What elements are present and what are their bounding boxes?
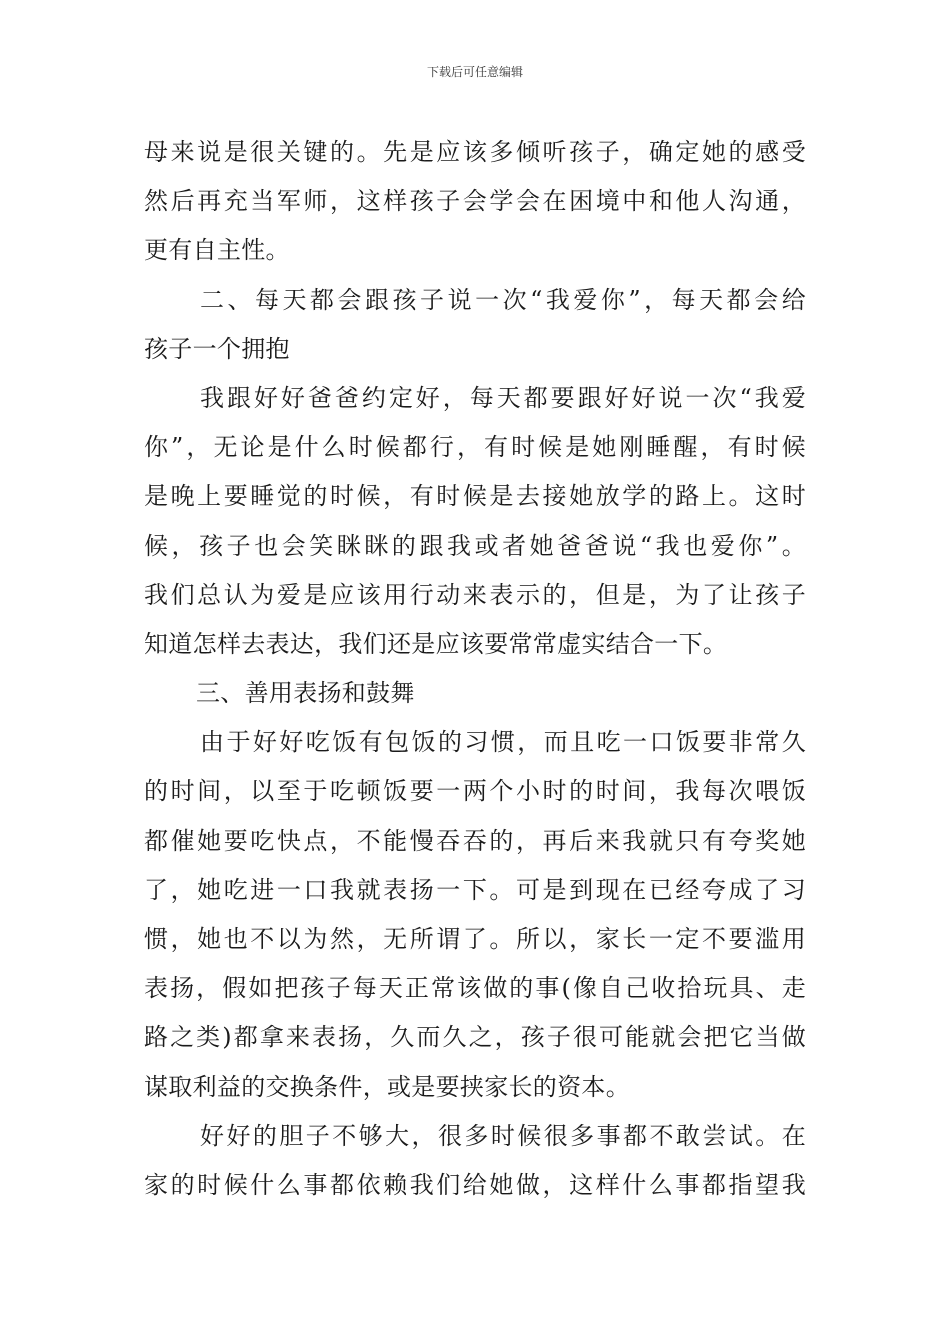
text-line: 我们总认为爱是应该用行动来表示的，但是，为了让孩子 bbox=[144, 580, 806, 609]
text-line: 了，她吃进一口我就表扬一下。可是到现在已经夸成了习 bbox=[144, 875, 806, 904]
text-line: 孩子一个拥抱 bbox=[144, 334, 290, 363]
text-line: 母来说是很关键的。先是应该多倾听孩子，确定她的感受 bbox=[144, 138, 806, 166]
section-heading-3: 三、善用表扬和鼓舞 bbox=[196, 679, 415, 708]
text-line: 都催她要吃快点，不能慢吞吞的，再后来我就只有夸奖她 bbox=[144, 826, 806, 855]
text-line: 谋取利益的交换条件，或是要挟家长的资本。 bbox=[144, 1072, 630, 1101]
body-text bbox=[144, 128, 806, 1210]
text-line: 的时间，以至于吃顿饭要一两个小时的时间，我每次喂饭 bbox=[144, 777, 806, 806]
page-header: 下载后可任意编辑 bbox=[426, 65, 523, 79]
text-line: 是晚上要睡觉的时候，有时候是去接她放学的路上。这时 bbox=[144, 482, 806, 511]
text-line: 更有自主性。 bbox=[144, 236, 290, 265]
text-line: 我跟好好爸爸约定好，每天都要跟好好说一次“我爱 bbox=[200, 383, 806, 412]
text-line: 表扬，假如把孩子每天正常该做的事(像自己收拾玩具、走 bbox=[144, 974, 806, 1003]
text-line: 你”，无论是什么时候都行，有时候是她刚睡醒，有时候 bbox=[144, 433, 806, 462]
text-line: 知道怎样去表达，我们还是应该要常常虚实结合一下。 bbox=[144, 629, 728, 658]
text-line: 然后再充当军师，这样孩子会学会在困境中和他人沟通， bbox=[144, 187, 806, 216]
text-line: 路之类)都拿来表扬，久而久之，孩子很可能就会把它当做 bbox=[144, 1023, 806, 1052]
text-line: 家的时候什么事都依赖我们给她做，这样什么事都指望我 bbox=[144, 1170, 806, 1199]
text-line: 好好的胆子不够大，很多时候很多事都不敢尝试。在 bbox=[200, 1121, 806, 1150]
text-line: 候，孩子也会笑眯眯的跟我或者她爸爸说“我也爱你”。 bbox=[144, 531, 806, 560]
section-heading-2: 二、每天都会跟孩子说一次“我爱你”，每天都会给 bbox=[200, 285, 806, 314]
text-line: 惯，她也不以为然，无所谓了。所以，家长一定不要滥用 bbox=[144, 925, 806, 953]
text-line: 由于好好吃饭有包饭的习惯，而且吃一口饭要非常久 bbox=[200, 728, 806, 757]
